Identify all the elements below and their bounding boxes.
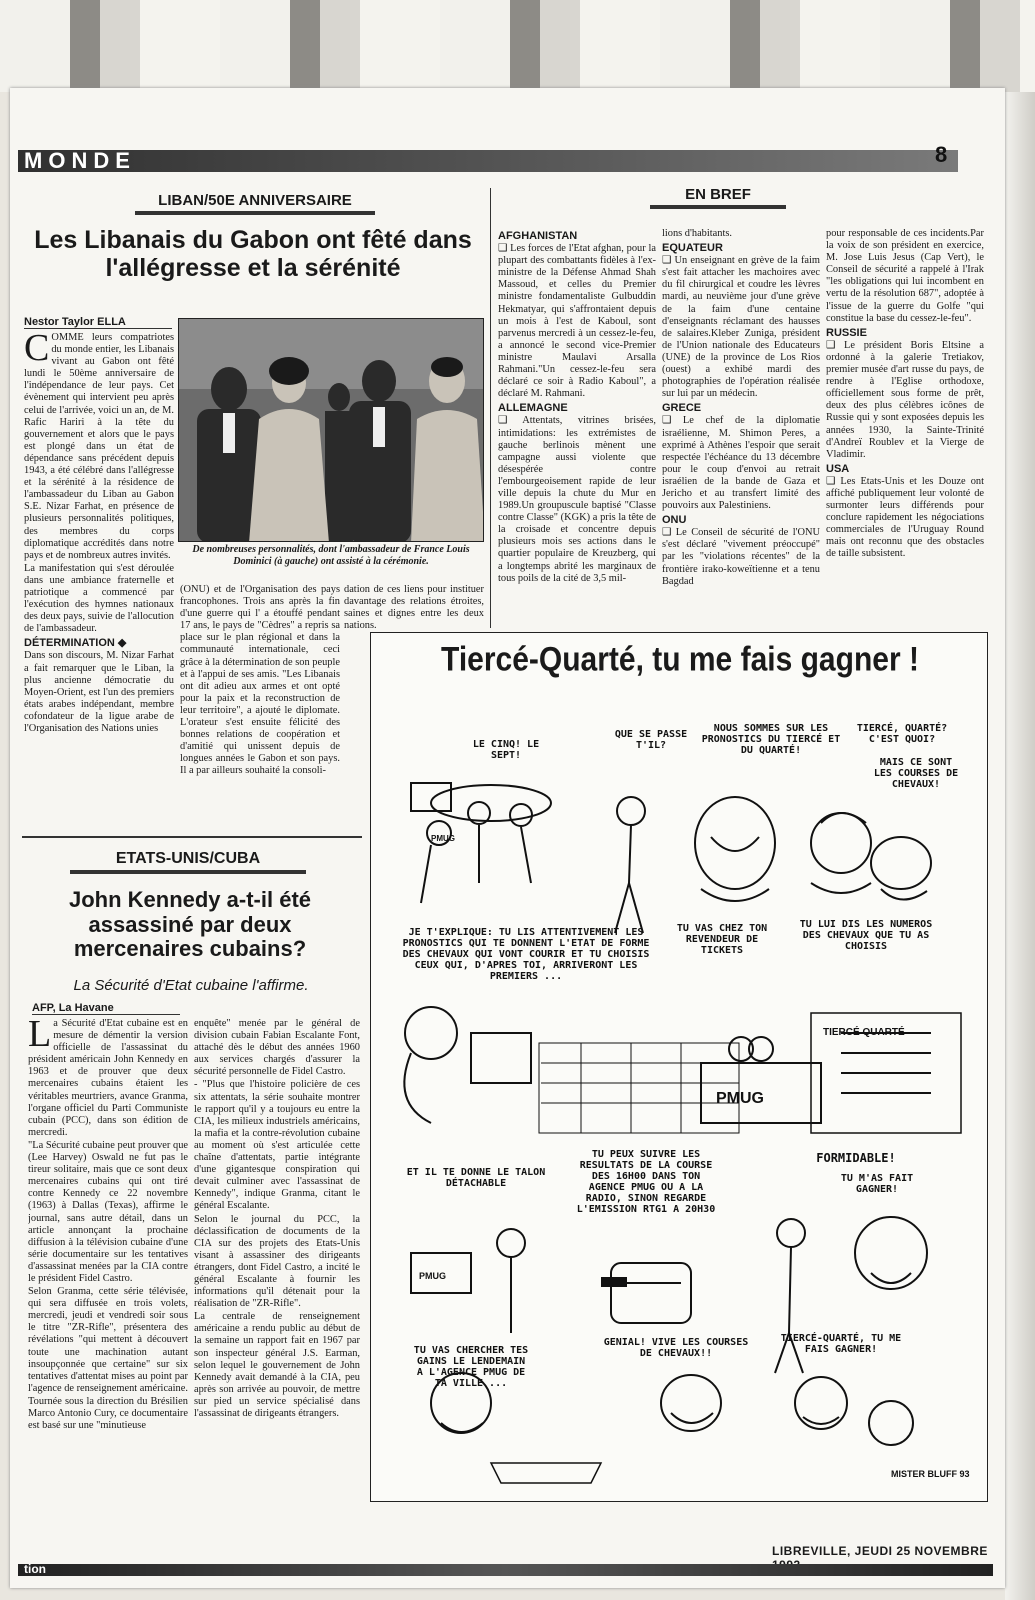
footer-bar [18,1564,993,1576]
svg-text:PMUG: PMUG [431,834,455,843]
comic-bubble-7: TU VAS CHEZ TON REVENDEUR DE TICKETS [676,923,768,956]
liban-column-1 [24,332,174,830]
page-number: 8 [935,142,948,167]
bref-grece: ❑ Le chef de la diplomatie israélienne, M. Shimon Peres, a exprimé à Athènes l'espoir que serait respectée l'échéance du 13 décembre pour le coup d'envoi au retrait israélien de la bande de Gaza et Jericho et au transfert limité des pouvoirs aux Palestiniens. [662,415,820,512]
newspaper-page [10,88,1005,1588]
cuba-col1-p3: Selon Granma, cette série télévisée, qui sera diffusée en trois volets, mercredi, jeudi et vendredi soir sous le titre "ZR-Rifle", présentera des révélations "qui mettent à découvert toute une machination autant insoupçonnée que certaine" sur six tentatives d'attentat mises au point par l'agence de renseignement américaine. [28,1286,188,1394]
bref-column-2 [662,228,820,628]
liban-col3-text: dation de ces liens pour instituer davantage des relations étroites, saines et dignes entre les deux nations. [344,584,484,632]
cuba-byline: AFP, La Havane [32,1002,180,1015]
liban-col1-p2: La manifestation qui s'est déroulée dans une ambiance fraternelle et patriotique a commencé par l'exécution des hymnes nationaux des deux pays, suivie de l'allocution de l'ambassadeur. [24,562,174,635]
cuba-col2-p4: La centrale de renseignement américaine a rendu public au début de la semaine un rapport fait en 1967 par son inspecteur général J.S. Earman, selon lequel le gouvernement de John Kennedy avait demandé à la CIA, peu après son arrivée au pouvoir, de mettre sur pied un service spécialisé dans l'assassinat de dirigeants étrangers. [194,1311,360,1419]
liban-col2-text: (ONU) et de l'Organisation des pays francophones. Trois ans après la fin d'une guerre qui l' a étouffé pendant 17 ans, le pays de "Cèdres" a repris sa place sur le plan régional et dans la communauté internationale, ceci grâce à la détermination de son peuple et à l'appui de ses amis. "Les Libanais ont dit adieu aux armes et ont opté pour la paix et la reconstruction de leur territoire", a ajouté le diplomate. L'orateur s'est ensuite félicité des bonnes relations de coopération et d'amitié qui unissent depuis de longues années le Gabon et son pays. Il a par ailleurs souhaité la consoli- [180,584,340,777]
bref-equateur-head: EQUATEUR [662,242,723,255]
liban-column-3 [344,584,484,634]
bref-col3-lead: pour responsable de ces incidents.Par la voix de son président en exercice, M. Jose Luis Jesus (Cap Vert), le Conseil de sécurité a rappelé à l'Irak "les obligations qui lui incombent en vertu de la résolution 687", adoptée à l'issue de la guerre du Golfe "qui constitue la base du cessez-le-feu". [826,228,984,324]
bref-allemagne: ❑ Attentats, vitrines brisées, intimidations: les extrémistes de gauche berlinois mènent une campagne aussi violente que désespérée contre l'embourgeoisement rapide de leur ville depuis la chute du Mur en 1989.Un groupuscule baptisé "Classe contre Classe" (KGK) a pris la tête de la croisade et concentre depuis plusieurs mois ses actions dans le quartier populaire de Kreuzberg, qui a longtemps abrité les marginaux de tous poils de la cité de 3,5 mil- [498,415,656,584]
comic-bubble-12: TU M'AS FAIT GAGNER! [840,1173,914,1195]
cuba-col1-lead: a Sécurité d'Etat cubaine est en mesure de démentir la version officielle de l'assassinat du président américain John Kennedy en 1963 et de prouver que deux mercenaires cubains étaient les véritables meurtriers, avance Granma, l'organe officiel du Parti Communiste cubain (PCC), dans son édition de mercredi. [28,1018,188,1138]
liban-photo [178,318,484,542]
svg-text:PMUG: PMUG [419,1271,446,1281]
comic-bubble-15: TIERCÉ-QUARTÉ, TU ME FAIS GAGNER! [780,1333,902,1355]
section-bar [18,150,958,172]
footer-left-text: tion [24,1562,46,1576]
bref-allemagne-head: ALLEMAGNE [498,402,568,415]
column-rule [490,188,491,628]
bref-grece-head: GRECE [662,402,702,415]
dateline: LIBREVILLE, JEUDI 25 NOVEMBRE [772,1544,988,1558]
bref-usa-head: USA [826,462,850,475]
comic-strip [370,632,988,1502]
comic-bubble-14: GENIAL! VIVE LES COURSES DE CHEVAUX!! [603,1337,749,1359]
artist-signature: MISTER BLUFF 93 [891,1469,970,1479]
bref-onu: ❑ Le Conseil de sécurité de l'ONU s'est déclaré "vivement préoccupé" par les "violations récentes" de la frontière irako-koweïtienne et a tenu Bagdad [662,527,820,587]
comic-bubble-3: NOUS SOMMES SUR LES PRONOSTICS DU TIERCÉ ET DU QUARTÉ! [701,723,841,756]
bref-usa: ❑ Les Etats-Unis et les Douze ont affiché publiquement leur volonté de surmonter leurs différends pour conclure rapidement les négociations commerciales de l'Uruguay Round mais ont reconnu que des obstacles de taille subsistent. [826,475,984,560]
comic-bubble-4: TIERCÉ, QUARTÉ? C'EST QUOI? [856,723,948,745]
cuba-column-1 [28,1018,188,1488]
comic-bubble-5: MAIS CE SONT LES COURSES DE CHEVAUX! [873,757,959,790]
cuba-col2-lead: enquête" menée par le général de division cubain Fabian Escalante Font, attaché dès le début des années 1960 aux services chargés d'assurer la sécurité personnelle de Fidel Castro. [194,1018,360,1078]
liban-subhead: DÉTERMINATION ◆ [24,637,127,650]
bref-title: EN BREF [650,186,786,209]
cuba-headline: John Kennedy a-t-il été assassiné par deux mercenaires cubains? [68,887,312,962]
liban-kicker: LIBAN/50E ANNIVERSAIRE [135,192,375,215]
cuba-deck: La Sécurité d'Etat cubaine l'affirme. [73,977,309,994]
cuba-col2-p3: Selon le journal du PCC, la déclassification de documents de la CIA sur des projets des Etats-Unis visant à assassiner des dirigeants étrangers, dont Fidel Castro, a incité le général Escalante à fournir les informations qu'il détenait pour la réalisation de "ZR-Rifle". [194,1213,360,1310]
comic-bubble-8: TU LUI DIS LES NUMEROS DES CHEVAUX QUE TU AS CHOISIS [799,919,933,952]
bref-onu-head: ONU [662,514,687,527]
liban-byline: Nestor Taylor ELLA [24,316,172,329]
bref-column-1 [498,228,656,628]
comic-bubble-2: QUE SE PASSE T'IL? [614,729,688,751]
scanner-background-right [1005,92,1035,1600]
comic-bubble-6: JE T'EXPLIQUE: TU LIS ATTENTIVEMENT LES PRONOSTICS QUI TE DONNENT L'ETAT DE FORME DES CHEVAUX QUI VONT COURIR ET TU CHOISIS CEUX QUI, D'APRES TOI, ARRIVERONT LES PREMIERS ... [402,927,650,982]
bref-russie-head: RUSSIE [826,326,867,339]
bref-russie: ❑ Le président Boris Eltsine a ordonné à la galerie Tretiakov, premier musée d'art russe du pays, de rendre à l'Eglise orthodoxe, officiellement sous forme de prêt, deux des plus célèbres icônes de Russie qui y sont exposées depuis les années 1930, la Sainte-Trinité d'Andreï Roublev et la Vierge de Vladimir. [826,339,984,460]
comic-bubble-10: TU PEUX SUIVRE LES RESULTATS DE LA COURSE DES 16H00 DANS TON AGENCE PMUG OU A LA RADIO, SINON REGARDE L'EMISSION RTG1 A 20H30 [576,1149,716,1215]
comic-bubble-1: LE CINQ! LE SEPT! [472,739,540,761]
ticket-label: TIERCÉ QUARTÉ [823,1027,905,1038]
bref-afghanistan-head: AFGHANISTAN [498,230,578,242]
cuba-dropcap: L [28,1018,52,1055]
comic-title: Tiercé-Quarté, tu me fais gagner ! [441,640,919,679]
cuba-col1-p2: "La Sécurité cubaine peut prouver que (Lee Harvey) Oswald ne fut pas le tireur solitaire, mais que ce sont deux mercenaires cubains qui ont tiré contre Kennedy ce 22 novembre (1963) à Dallas (Texas), affirme le journal, sans autre détail, dans un article annonçant la prochaine diffusion à la télévision cubaine d'une série documentaire sur les tentatives d'assassinat menées par la CIA contre le président Fidel Castro. [28,1139,188,1284]
svg-text:PMUG: PMUG [716,1090,764,1107]
liban-column-2 [180,584,340,830]
article-separator [22,836,362,838]
bref-col2-lead: lions d'habitants. [662,228,732,239]
cuba-col1-p4: Tournée sous la direction du Brésilien Marco Antonio Cury, ce documentaire est basé sur une "minutieuse [28,1395,188,1432]
dropcap: C [24,332,50,369]
cuba-column-2 [194,1018,360,1488]
scanner-background-top [0,0,1035,92]
liban-col1-p3: Dans son discours, M. Nizar Farhat a fait remarquer que le Liban, la plus ancienne démocratie du Moyen-Orient, est l'un des premiers états arabes indépendant, membre cofondateur de la ligue arabe de l'Organisation des Nations unies [24,650,174,734]
liban-photo-caption: De nombreuses personnalités, dont l'ambassadeur de France Louis Dominici (à gauche) ont assisté à la cérémonie. [192,544,470,567]
cuba-col2-p2: - "Plus que l'histoire policière de ces six attentats, la série souhaite montrer le rapport qu'il y a toujours eu entre la CIA, les milieux industriels américains, la mafia et la contre-révolution cubaine au moment où s'est articulée cette chaîne d'attentats, partie intégrante d'une gigantesque conspiration qui devait culminer avec l'assassinat de Kennedy", indique Granma, citant le général Escalante. [194,1079,360,1212]
comic-bubble-9: ET IL TE DONNE LE TALON DÉTACHABLE [406,1167,546,1189]
bref-equateur: ❑ Un enseignant en grève de la faim s'est fait attacher les machoires avec du fil chirurgical et coudre les lèvres mardi, au neuvième jour d'une grève de la faim d'une centaine d'enseignants réclamant des hausses de salaires.Kleber Zuniga, président de l'Union nationale des Educateurs (UNE) de la province de Los Rios (ouest) a exhibé mardi des photographies de l'opération réalisée sur lui par un médecin. [662,255,820,400]
section-name: MONDE [24,148,136,173]
cuba-kicker: ETATS-UNIS/CUBA [70,850,306,874]
liban-headline: Les Libanais du Gabon ont fêté dans l'allégresse et la sérénité [34,226,472,282]
liban-col1-lead: OMME leurs compatriotes du monde entier, les Libanais vivant au Gabon ont fêté lundi le 50ème anniversaire de l'indépendance de leur pays. Cet évènement qui intervient peu après celui de l'arrivée, voici un an, de M. Rafic Hariri à la tête du gouvernement et alors que le pays est plongé dans un état de dépendance sans précédent depuis 1943, a été célébré dans l'allégresse et la sérénité à la résidence de l'ambassadeur du Liban au Gabon S.E. Nizar Farhat, en présence de plusieurs personnalités politiques, des membres du corps diplomatique accrédités dans notre pays et de nombreux autres invités. [24,332,174,561]
bref-afghanistan: ❑ Les forces de l'Etat afghan, pour la plupart des combattants fidèles à l'ex-ministre de la Défense Ahmad Shah Massoud, et celles du Premier ministre fondamentaliste Gulbuddin Hekmatyar, qui s'affrontaient depuis un mois à l'est de Kaboul, sont parvenus mercredi à un cessez-le-feu, a annoncé le second vice-Premier ministre Maulavi Arsalla Rahmani."Un cessez-le-feu sera déclaré ce soir à Radio Kaboul", a déclaré M. Rahmani. [498,243,656,400]
bref-column-3 [826,228,984,628]
comic-bubble-11: FORMIDABLE! [816,1151,896,1165]
comic-bubble-13: TU VAS CHERCHER TES GAINS LE LENDEMAIN A L'AGENCE PMUG DE TA VILLE ... [413,1345,529,1389]
